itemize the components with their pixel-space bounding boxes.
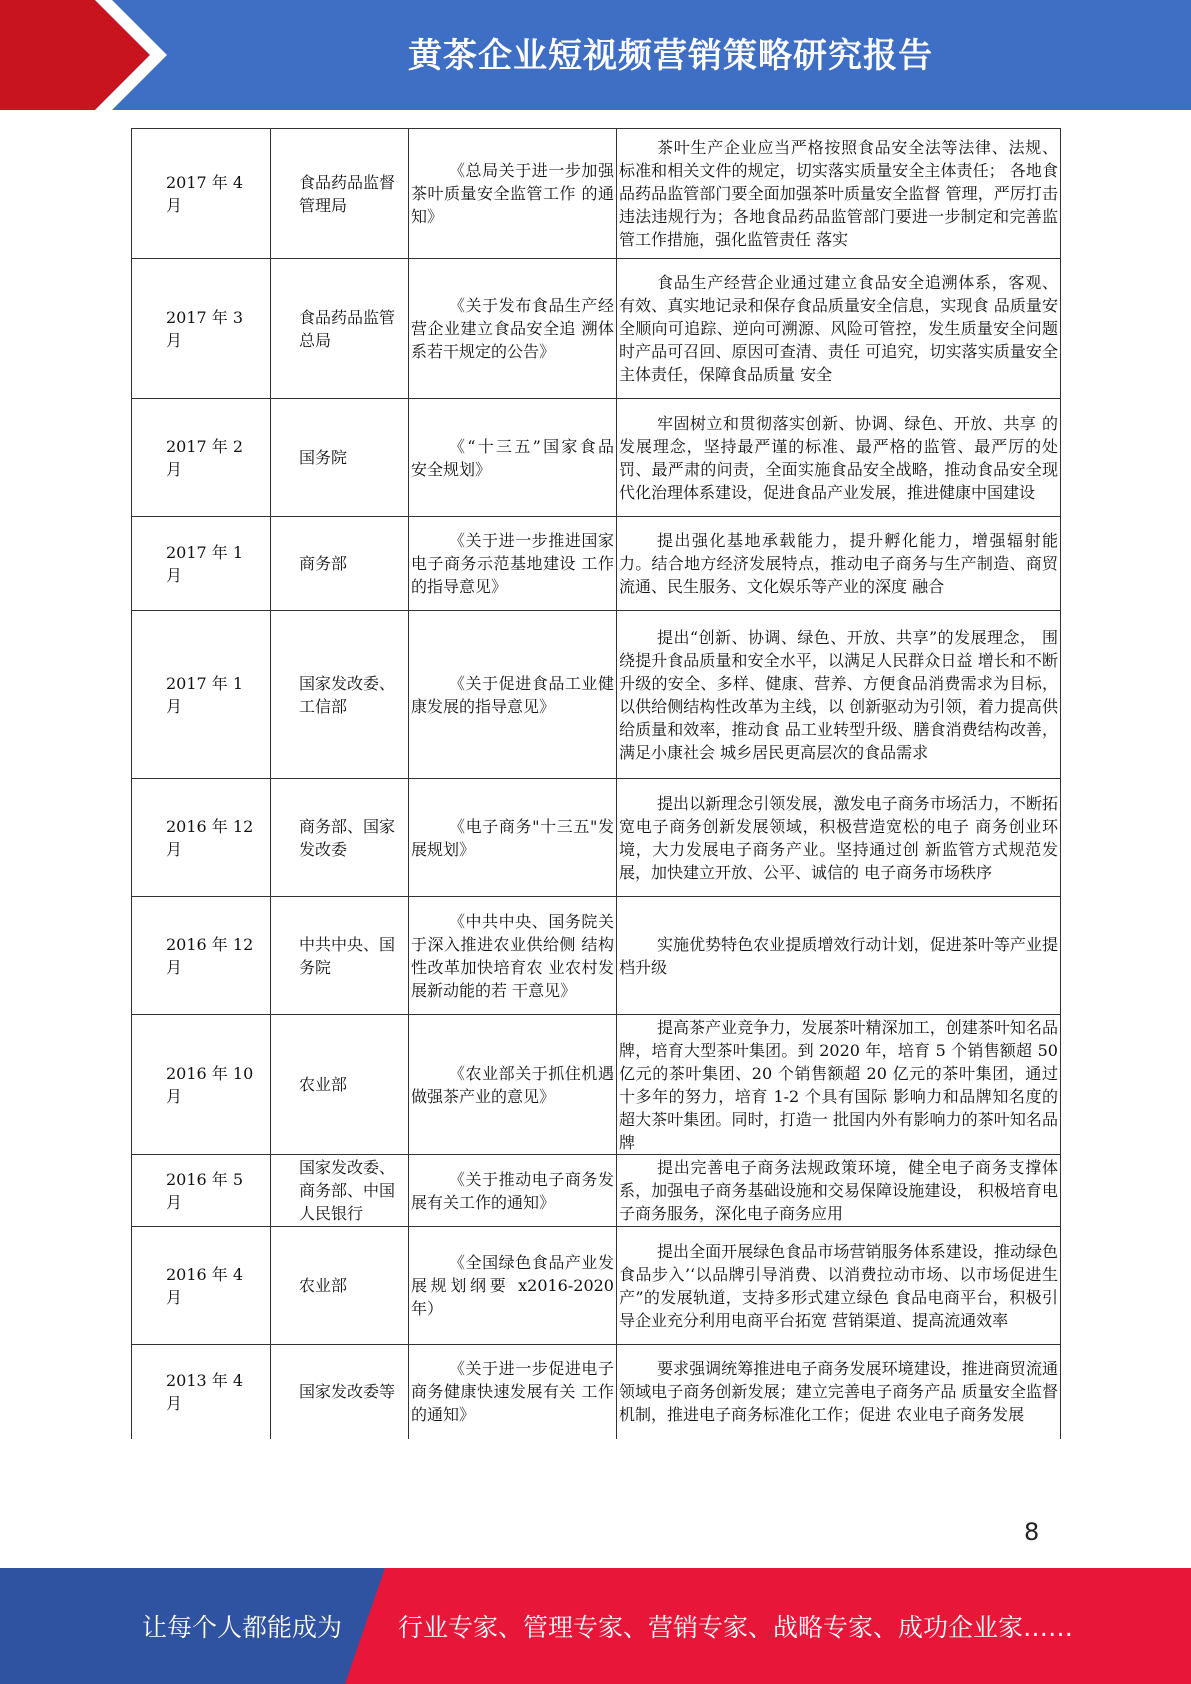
policy-date: 2013 年 4 月: [132, 1345, 271, 1439]
policy-document: 《关于促进食品工业健 康发展的指导意见》: [409, 611, 617, 779]
policy-agency: 国务院: [271, 399, 409, 517]
policy-content: 提出以新理念引领发展，激发电子商务市场活力，不断拓宽电子商务创新发展领域，积极营造宽松的电子 商务创业环境，大力发展电子商务产业。坚持通过创 新监管方式规范发展，加快建立开放、公平、诚信的 电子商务市场秩序: [617, 779, 1061, 897]
policy-document: 《关于进一步促进电子 商务健康快速发展有关 工作的通知》: [409, 1345, 617, 1439]
table-row: [132, 259, 1061, 399]
policy-agency: 国家发改委、 商务部、中国 人民银行: [271, 1155, 409, 1227]
policy-date: 2016 年 12 月: [132, 897, 271, 1015]
policy-agency: 农业部: [271, 1227, 409, 1345]
policy-document: 《总局关于进一步加强 茶叶质量安全监管工作 的通知》: [409, 129, 617, 259]
policy-document: 《“十三五”国家食品 安全规划》: [409, 399, 617, 517]
policy-content: 提高茶产业竞争力，发展茶叶精深加工，创建茶叶知名品牌，培育大型茶叶集团。到 2020 年，培育 5 个销售额超 50 亿元的茶叶集团、20 个销售额超 20 亿元的茶叶集团，通过十多年的努力，培育 1-2 个具有国际 影响力和品牌知名度的超大茶叶集团。同时，打造一 批国内外有影响力的茶叶知名品牌: [617, 1015, 1061, 1155]
policy-document: 《电子商务"十三五"发展规划》: [409, 779, 617, 897]
policy-date: 2017 年 1 月: [132, 611, 271, 779]
footer-slogan-right: 行业专家、管理专家、营销专家、战略专家、成功企业家……: [398, 1613, 1074, 1642]
table-row: [132, 517, 1061, 611]
policy-agency: 食品药品监督 管理局: [271, 129, 409, 259]
table-row: [132, 1345, 1061, 1439]
policy-agency: 商务部: [271, 517, 409, 611]
policy-content: 牢固树立和贯彻落实创新、协调、绿色、开放、共享 的发展理念，坚持最严谨的标准、最严格的监管、最严厉的处罚、最严肃的问责，全面实施食品安全战略，推动食品安全现代化治理体系建设，促进食品产业发展，推进健康中国建设: [617, 399, 1061, 517]
policy-table: [131, 128, 1061, 1439]
policy-document: 《关于进一步推进国家 电子商务示范基地建设 工作的指导意见》: [409, 517, 617, 611]
page-number: 8: [1024, 1518, 1040, 1546]
policy-document: 《中共中央、国务院关 于深入推进农业供给侧 结构性改革加快培育农 业农村发展新动能的若 干意见》: [409, 897, 617, 1015]
table-row: [132, 129, 1061, 259]
page-footer: [0, 1568, 1191, 1684]
policy-date: 2016 年 5 月: [132, 1155, 271, 1227]
table-row: [132, 897, 1061, 1015]
table-row: [132, 1015, 1061, 1155]
policy-content: 食品生产经营企业通过建立食品安全追溯体系，客观、 有效、真实地记录和保存食品质量安全信息，实现食 品质量安全顺向可追踪、逆向可溯源、风险可管控，发生质量安全问题时产品可召回、原因可查清、责任 可追究，切实落实质量安全主体责任，保障食品质量 安全: [617, 259, 1061, 399]
policy-agency: 农业部: [271, 1015, 409, 1155]
page-header: [0, 0, 1191, 110]
policy-agency: 食品药品监管 总局: [271, 259, 409, 399]
policy-content: 实施优势特色农业提质增效行动计划，促进茶叶等产业提档升级: [617, 897, 1061, 1015]
footer-slogan-left: 让每个人都能成为: [142, 1613, 343, 1642]
policy-agency: 商务部、国家 发改委: [271, 779, 409, 897]
report-title: 黄茶企业短视频营销策略研究报告: [408, 36, 933, 76]
policy-date: 2017 年 2 月: [132, 399, 271, 517]
policy-document: 《全国绿色食品产业发 展规划纲要 x2016-2020 年）: [409, 1227, 617, 1345]
policy-content: 提出“创新、协调、绿色、开放、共享”的发展理念， 围绕提升食品质量和安全水平，以满足人民群众日益 增长和不断升级的安全、多样、健康、营养、方便食品消费需求为目标，以供给侧结构性改革为主线，以 创新驱动为引领，着力提高供给质量和效率，推动食 品工业转型升级、膳食消费结构改善，满足小康社会 城乡居民更高层次的食品需求: [617, 611, 1061, 779]
policy-date: 2017 年 1 月: [132, 517, 271, 611]
policy-date: 2016 年 10 月: [132, 1015, 271, 1155]
policy-content: 提出全面开展绿色食品市场营销服务体系建设，推动绿色食品步入’‘以品牌引导消费、以消费拉动市场、以市场促进生产”的发展轨道，支持多形式建立绿色 食品电商平台，积极引导企业充分利用电商平台拓宽 营销渠道、提高流通效率: [617, 1227, 1061, 1345]
policy-document: 《关于发布食品生产经 营企业建立食品安全追 溯体系若干规定的公告》: [409, 259, 617, 399]
table-row: [132, 1155, 1061, 1227]
policy-agency: 国家发改委、 工信部: [271, 611, 409, 779]
policy-date: 2016 年 12 月: [132, 779, 271, 897]
policy-document: 《关于推动电子商务发 展有关工作的通知》: [409, 1155, 617, 1227]
policy-agency: 国家发改委等: [271, 1345, 409, 1439]
table-row: [132, 399, 1061, 517]
policy-date: 2017 年 4 月: [132, 129, 271, 259]
policy-date: 2017 年 3 月: [132, 259, 271, 399]
policy-content: 要求强调统筹推进电子商务发展环境建设，推进商贸流通领域电子商务创新发展；建立完善电子商务产品 质量安全监督机制，推进电子商务标准化工作；促进 农业电子商务发展: [617, 1345, 1061, 1439]
policy-content: 提出完善电子商务法规政策环境，健全电子商务支撑体系，加强电子商务基础设施和交易保障设施建设， 积极培育电子商务服务，深化电子商务应用: [617, 1155, 1061, 1227]
policy-date: 2016 年 4 月: [132, 1227, 271, 1345]
policy-document: 《农业部关于抓住机遇 做强茶产业的意见》: [409, 1015, 617, 1155]
policy-content: 茶叶生产企业应当严格按照食品安全法等法律、法规、 标准和相关文件的规定，切实落实质量安全主体责任； 各地食品药品监管部门要全面加强茶叶质量安全监督 管理，严厉打击违法违规行为；各地食品药品监管部门要进一步制定和完善监管工作措施，强化监管责任 落实: [617, 129, 1061, 259]
policy-content: 提出强化基地承载能力，提升孵化能力，增强辐射能 力。结合地方经济发展特点，推动电子商务与生产制造、商贸流通、民生服务、文化娱乐等产业的深度 融合: [617, 517, 1061, 611]
policy-agency: 中共中央、国 务院: [271, 897, 409, 1015]
table-row: [132, 1227, 1061, 1345]
table-row: [132, 779, 1061, 897]
table-row: [132, 611, 1061, 779]
